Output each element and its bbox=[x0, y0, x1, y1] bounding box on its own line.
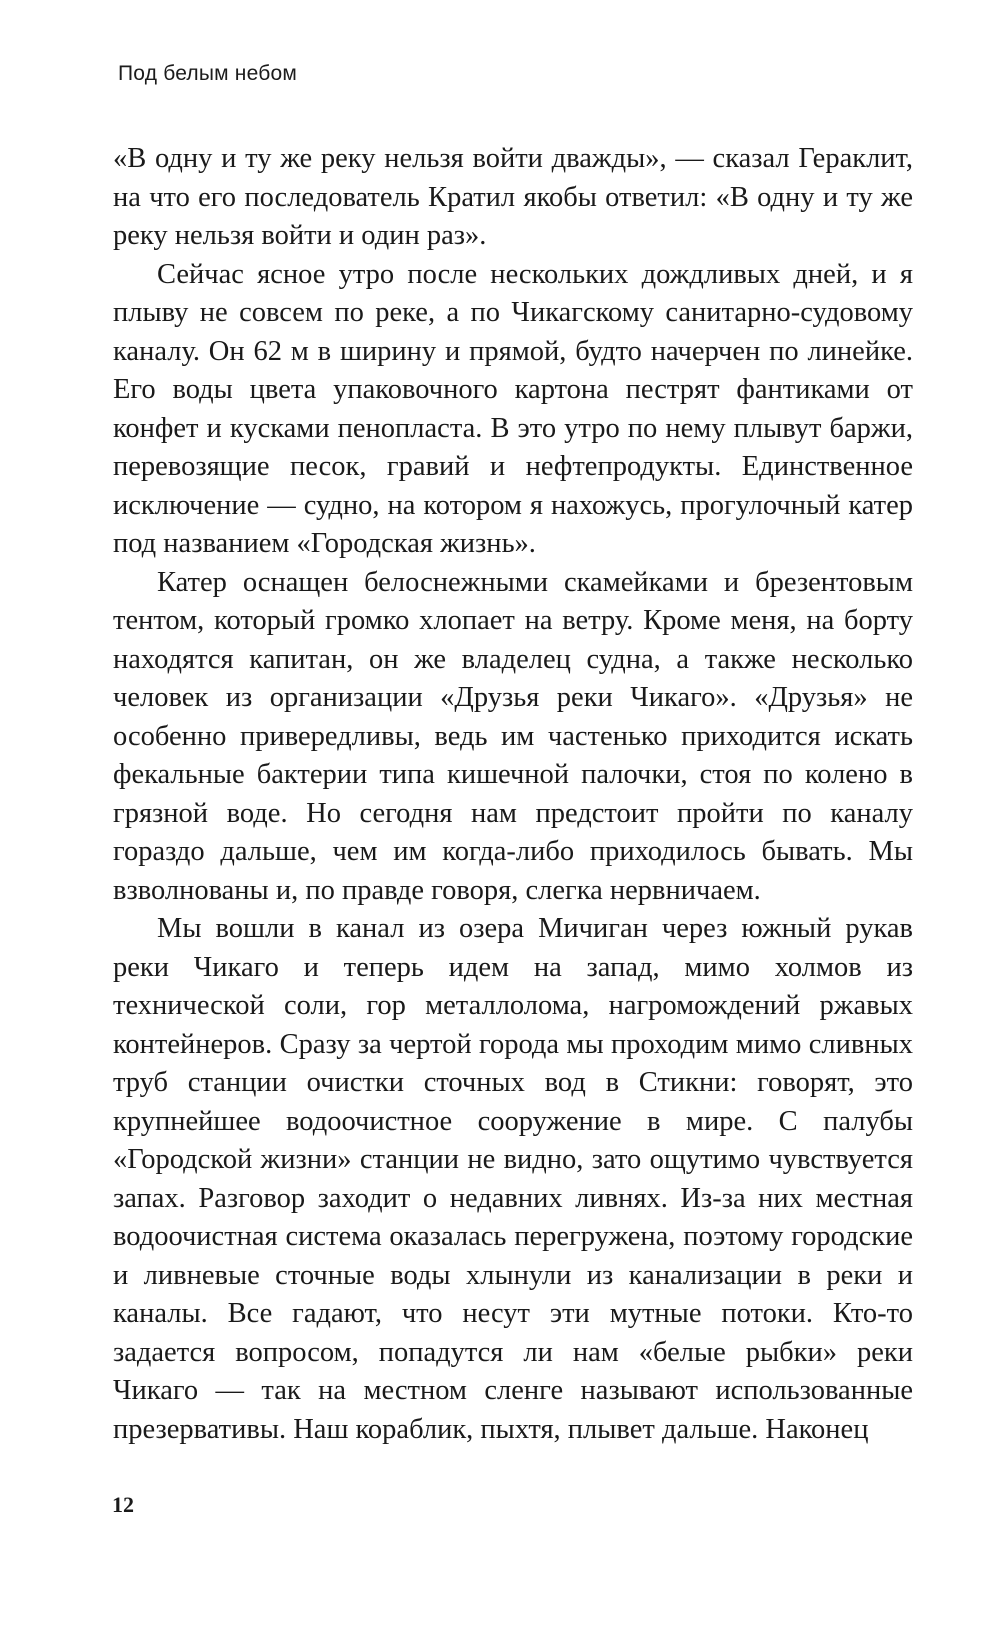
paragraph-1: «В одну и ту же реку нельзя войти дважды», — сказал Гераклит, на что его последователь Кратил якобы ответил: «В одну и ту же реку нельзя войти и один раз». bbox=[113, 143, 913, 251]
running-head-title: Под белым небом bbox=[118, 62, 297, 85]
page-number: 12 bbox=[112, 1492, 134, 1517]
paragraph-2: Сейчас ясное утро после нескольких дождливых дней, и я плыву не совсем по реке, а по Чикагскому санитарно-судовому каналу. Он 62 м в ширину и прямой, будто начерчен по линейке. Его воды цвета упаковочного картона пестрят фантиками от конфет и кусками пенопласта. В это утро по нему плывут баржи, перевозящие песок, гравий и нефтепродукты. Единственное исключение — судно, на котором я нахожусь, прогулочный катер под названием «Городская жизнь». bbox=[113, 258, 913, 559]
body-text bbox=[113, 140, 913, 1449]
paragraph-3: Катер оснащен белоснежными скамейками и брезентовым тентом, который громко хлопает на ветру. Кроме меня, на борту находятся капитан, он же владелец судна, а также несколько человек из организации «Друзья реки Чикаго». «Друзья» не особенно привередливы, ведь им частенько приходится искать фекальные бактерии типа кишечной палочки, стоя по колено в грязной воде. Но сегодня нам предстоит пройти по каналу гораздо дальше, чем им когда-либо приходилось бывать. Мы взволнованы и, по правде говоря, слегка нервничаем. bbox=[113, 566, 913, 906]
paragraph-4: Мы вошли в канал из озера Мичиган через южный рукав реки Чикаго и теперь идем на запад, мимо холмов из технической соли, гор металлолома, нагромождений ржавых контейнеров. Сразу за чертой города мы проходим мимо сливных труб станции очистки сточных вод в Стикни: говорят, это крупнейшее водоочистное сооружение в мире. С палубы «Городской жизни» станции не видно, зато ощутимо чувствуется запах. Разговор заходит о недавних ливнях. Из-за них местная водоочистная система оказалась перегружена, поэтому городские и ливневые сточные воды хлынули из канализации в реки и каналы. Все гадают, что несут эти мутные потоки. Кто-то задается вопросом, попадутся ли нам «белые рыбки» реки Чикаго — так на местном сленге называют использованные презервативы. Наш кораблик, пыхтя, плывет дальше. Наконец bbox=[113, 913, 913, 1445]
